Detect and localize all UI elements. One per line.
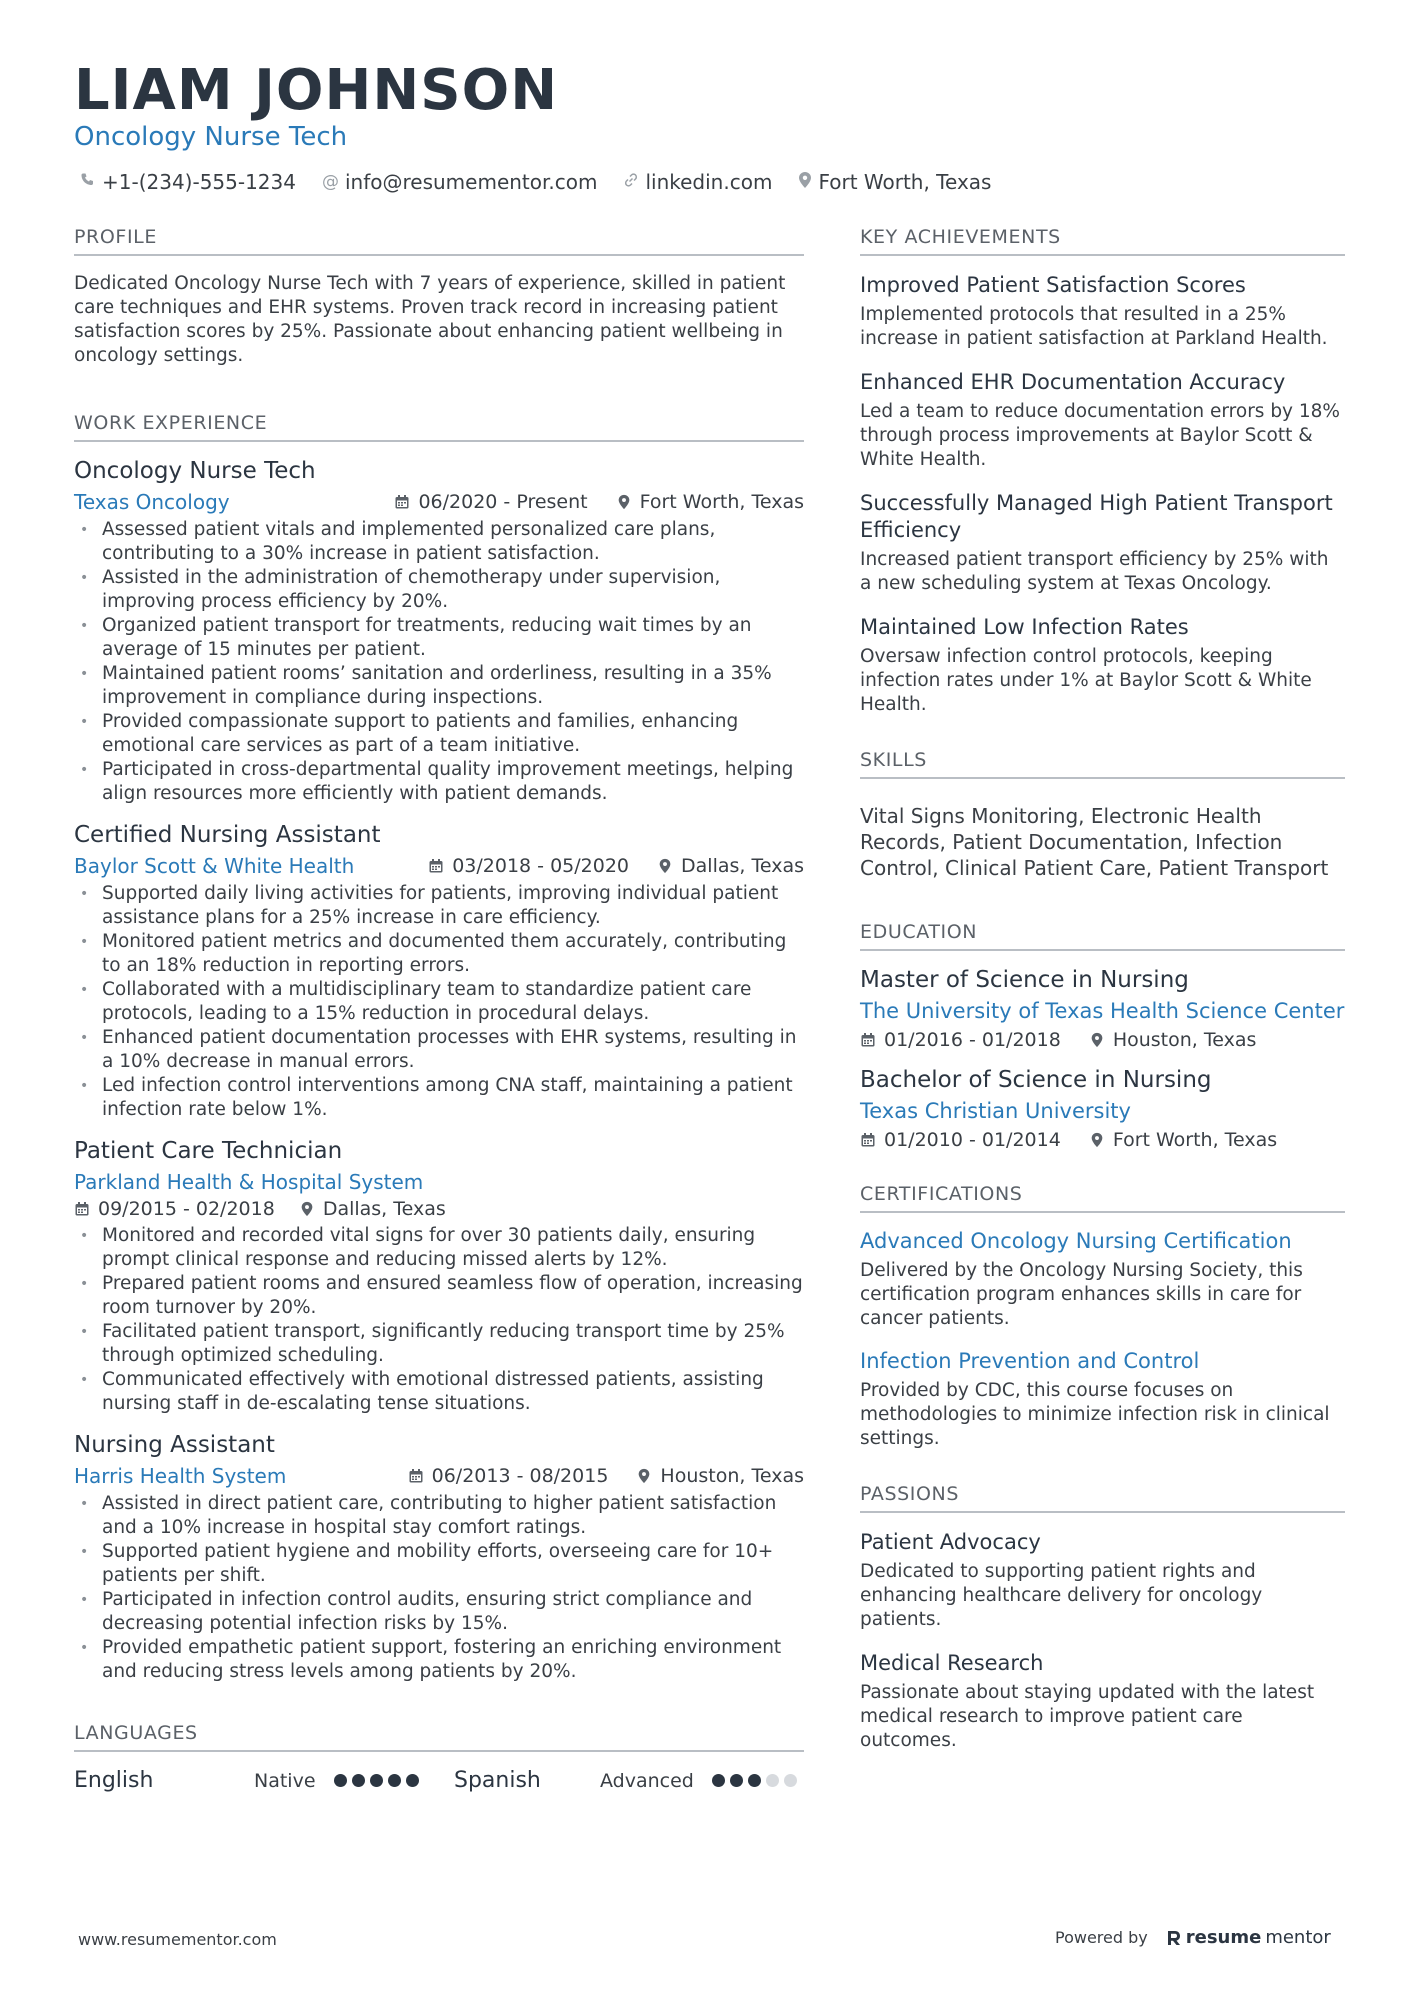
certification-text: Provided by CDC, this course focuses on methodologies to minimize infection risk in clinical settings. [860,1380,1330,1449]
calendar-icon [860,1032,876,1048]
job-bullets [74,882,804,1122]
rating-dot-filled [370,1774,383,1787]
job-bullet: • Facilitated patient transport, significantly reducing transport time by 25% through optimized scheduling. [74,1320,804,1368]
contact-phone[interactable] [80,170,296,194]
job-meta [74,1198,804,1220]
rating-dot-filled [712,1774,725,1787]
education-item [860,1067,1345,1151]
job-bullet: • Collaborated with a multidisciplinary team to standardize patient care protocols, leading to a 15% reduction in procedural delays. [74,978,804,1026]
contact-phone-text: +1-(234)-555-1234 [102,170,296,194]
job-title: Certified Nursing Assistant [74,822,381,848]
certification-item [860,1229,1345,1331]
contact-location [798,170,991,194]
job-location [636,1465,804,1487]
job-company: Harris Health System [74,1464,287,1488]
education-location-text: Fort Worth, Texas [1112,1129,1278,1151]
education-dates [860,1129,1061,1151]
achievement-text: Increased patient transport efficiency by 25% with a new scheduling system at Texas Oncology. [860,549,1329,594]
rating-dot-filled [748,1774,761,1787]
job-location [657,855,804,877]
job-bullet: • Prepared patient rooms and ensured seamless flow of operation, increasing room turnover by 20%. [74,1272,804,1320]
education-item [860,967,1345,1051]
job-bullet: • Maintained patient rooms’ sanitation and orderliness, resulting in a 35% improvement in compliance during inspections. [74,662,804,710]
profile-summary: Dedicated Oncology Nurse Tech with 7 years of experience, skilled in patient care techniques and EHR systems. Proven track record in increasing patient satisfaction scores by 25%. Passionate about enhancing patient wellbeing in oncology settings. [74,273,786,366]
job-company: Baylor Scott & White Health [74,854,355,878]
passion-title: Medical Research [860,1651,1044,1675]
contact-linkedin-text: linkedin.com [645,170,773,194]
job-location-text: Houston, Texas [660,1465,804,1487]
job-dates [408,1465,609,1487]
job-bullets [74,1224,804,1416]
education-meta [860,1129,1345,1151]
contact-location-text: Fort Worth, Texas [818,170,992,194]
contact-linkedin[interactable] [623,170,772,194]
achievement-title: Improved Patient Satisfaction Scores [860,273,1246,297]
achievement-title: Enhanced EHR Documentation Accuracy [860,370,1286,394]
brand-logo[interactable] [1166,1927,1331,1948]
location-icon [1089,1132,1105,1148]
education-dates-text: 01/2010 - 01/2014 [884,1129,1061,1151]
education-dates [860,1029,1061,1051]
rating-dot-filled [730,1774,743,1787]
right-column [860,226,1345,1781]
certifications-section [860,1183,1345,1451]
link-icon [623,172,639,193]
job-meta [74,1170,804,1194]
rating-dot-filled [388,1774,401,1787]
achievements-heading: KEY ACHIEVEMENTS [860,226,1345,256]
skills-section [860,749,1345,881]
job-entry [74,1138,804,1416]
language-level: Native [254,1769,316,1792]
achievement-item [860,272,1345,351]
job-title: Nursing Assistant [74,1432,275,1458]
job-dates [428,855,629,877]
job-bullet: • Participated in infection control audits, ensuring strict compliance and decreasing potential infection risks by 15%. [74,1588,804,1636]
footer-website[interactable]: www.resumementor.com [78,1930,277,1949]
education-dates-text: 01/2016 - 01/2018 [884,1029,1061,1051]
rating-dot-filled [406,1774,419,1787]
languages-section [74,1722,804,1793]
profile-heading: PROFILE [74,226,804,256]
certification-title: Advanced Oncology Nursing Certification [860,1229,1292,1253]
job-meta [74,490,804,514]
rating-dot-empty [784,1774,797,1787]
achievements-section [860,226,1345,717]
education-degree: Bachelor of Science in Nursing [860,1067,1212,1093]
job-meta [74,854,804,878]
job-bullet: • Supported patient hygiene and mobility efforts, overseeing care for 10+ patients per shift. [74,1540,804,1588]
contact-email-text: info@resumementor.com [344,170,598,194]
achievement-item [860,369,1345,472]
footer-branding [1055,1927,1331,1948]
passion-text: Dedicated to supporting patient rights and enhancing healthcare delivery for oncology patients. [860,1561,1263,1630]
candidate-role: Oncology Nurse Tech [74,122,348,152]
job-bullet: • Supported daily living activities for patients, improving individual patient assistance plans for a 25% increase in care efficiency. [74,882,804,930]
job-location-text: Dallas, Texas [322,1198,446,1220]
job-entry [74,458,804,806]
job-bullet: • Assessed patient vitals and implemented personalized care plans, contributing to a 30% increase in patient satisfaction. [74,518,804,566]
job-entry [74,1432,804,1684]
job-bullet: • Participated in cross-departmental quality improvement meetings, helping align resources more efficiently with patient demands. [74,758,804,806]
profile-section [74,226,804,368]
powered-by-text: Powered by [1055,1928,1148,1947]
education-heading: EDUCATION [860,921,1345,951]
rating-dot-filled [352,1774,365,1787]
job-bullet: • Assisted in direct patient care, contributing to higher patient satisfaction and a 10% increase in hospital stay comfort ratings. [74,1492,804,1540]
language-rating [334,1774,419,1787]
job-bullet: • Organized patient transport for treatments, reducing wait times by an average of 15 minutes per patient. [74,614,804,662]
location-icon [299,1201,315,1217]
brand-name-thin: mentor [1265,1927,1331,1948]
location-icon [657,858,673,874]
job-dates-text: 06/2013 - 08/2015 [431,1465,609,1487]
certification-item [860,1349,1345,1451]
language-item [454,1768,797,1793]
job-title: Oncology Nurse Tech [74,458,316,484]
location-icon [616,494,632,510]
language-name: English [74,1768,154,1793]
education-school: Texas Christian University [860,1099,1131,1123]
job-dates-text: 09/2015 - 02/2018 [98,1198,275,1220]
job-bullet: • Monitored patient metrics and documented them accurately, contributing to an 18% reduction in reporting errors. [74,930,804,978]
passions-section [860,1483,1345,1753]
education-location [1089,1129,1277,1151]
candidate-name: LIAM JOHNSON [74,58,559,123]
skills-list: Vital Signs Monitoring, Electronic Health Records, Patient Documentation, Infection Control, Clinical Patient Care, Patient Transport [860,804,1329,880]
language-name: Spanish [454,1768,541,1793]
job-bullet: • Enhanced patient documentation processes with EHR systems, resulting in a 10% decrease in manual errors. [74,1026,804,1074]
rating-dot-empty [766,1774,779,1787]
certifications-heading: CERTIFICATIONS [860,1183,1345,1213]
job-location-text: Dallas, Texas [681,855,804,877]
achievement-title: Successfully Managed High Patient Transport Efficiency [860,491,1333,542]
job-location-text: Fort Worth, Texas [639,491,804,513]
job-bullet: • Communicated effectively with emotional distressed patients, assisting nursing staff in de-escalating tense situations. [74,1368,804,1416]
calendar-icon [860,1132,876,1148]
education-meta [860,1029,1345,1051]
job-dates-text: 06/2020 - Present [418,491,588,513]
job-dates [394,491,587,513]
job-bullets [74,1492,804,1684]
job-bullet: • Led infection control interventions among CNA staff, maintaining a patient infection rate below 1%. [74,1074,804,1122]
job-bullet: • Provided empathetic patient support, fostering an enriching environment and reducing stress levels among patients by 20%. [74,1636,804,1684]
contact-bar [80,170,991,194]
language-rating [712,1774,797,1787]
passion-text: Passionate about staying updated with the latest medical research to improve patient care outcomes. [860,1682,1315,1751]
passion-item [860,1529,1345,1632]
location-icon [636,1468,652,1484]
job-bullet: • Monitored and recorded vital signs for over 30 patients daily, ensuring prompt clinical response and reducing missed alerts by 12%. [74,1224,804,1272]
contact-email[interactable] [322,170,597,194]
left-column [74,226,804,1821]
education-section [860,921,1345,1151]
certification-title: Infection Prevention and Control [860,1349,1200,1373]
calendar-icon [394,494,410,510]
job-company: Parkland Health & Hospital System [74,1170,424,1194]
job-bullets [74,518,804,806]
job-meta [74,1464,804,1488]
job-company: Texas Oncology [74,490,230,514]
passion-title: Patient Advocacy [860,1530,1041,1554]
passions-heading: PASSIONS [860,1483,1345,1513]
job-title: Patient Care Technician [74,1138,343,1164]
brand-name-bold: resume [1185,1927,1262,1948]
job-location [299,1198,446,1220]
skills-heading: SKILLS [860,749,1345,779]
calendar-icon [428,858,444,874]
education-location [1089,1029,1257,1051]
calendar-icon [408,1468,424,1484]
certification-text: Delivered by the Oncology Nursing Society, this certification program enhances skills in care for cancer patients. [860,1260,1303,1329]
phone-icon [80,172,96,193]
languages-heading: LANGUAGES [74,1722,804,1752]
education-degree: Master of Science in Nursing [860,967,1189,993]
education-location-text: Houston, Texas [1112,1029,1257,1051]
resumementor-logo-icon [1166,1929,1182,1947]
job-dates-text: 03/2018 - 05/2020 [452,855,630,877]
achievement-item [860,490,1345,596]
job-bullet: • Assisted in the administration of chemotherapy under supervision, improving process efficiency by 20%. [74,566,804,614]
at-icon: @ [321,172,339,192]
location-icon [798,171,812,194]
language-item [74,1768,454,1793]
job-location [616,491,804,513]
passion-item [860,1650,1345,1753]
education-school: The University of Texas Health Science Center [860,999,1345,1023]
achievement-title: Maintained Low Infection Rates [860,615,1189,639]
job-bullet: • Provided compassionate support to patients and families, enhancing emotional care services as part of a team initiative. [74,710,804,758]
work-heading: WORK EXPERIENCE [74,412,804,442]
achievement-text: Led a team to reduce documentation errors by 18% through process improvements at Baylor Scott & White Health. [860,401,1341,470]
job-dates [74,1198,275,1220]
job-entry [74,822,804,1122]
achievement-text: Implemented protocols that resulted in a 25% increase in patient satisfaction at Parkland Health. [860,304,1328,349]
rating-dot-filled [334,1774,347,1787]
work-section [74,412,804,1684]
location-icon [1089,1032,1105,1048]
calendar-icon [74,1201,90,1217]
language-level: Advanced [600,1769,694,1792]
achievement-item [860,614,1345,717]
languages-list [74,1768,804,1793]
achievement-text: Oversaw infection control protocols, keeping infection rates under 1% at Baylor Scott & White Health. [860,646,1312,715]
